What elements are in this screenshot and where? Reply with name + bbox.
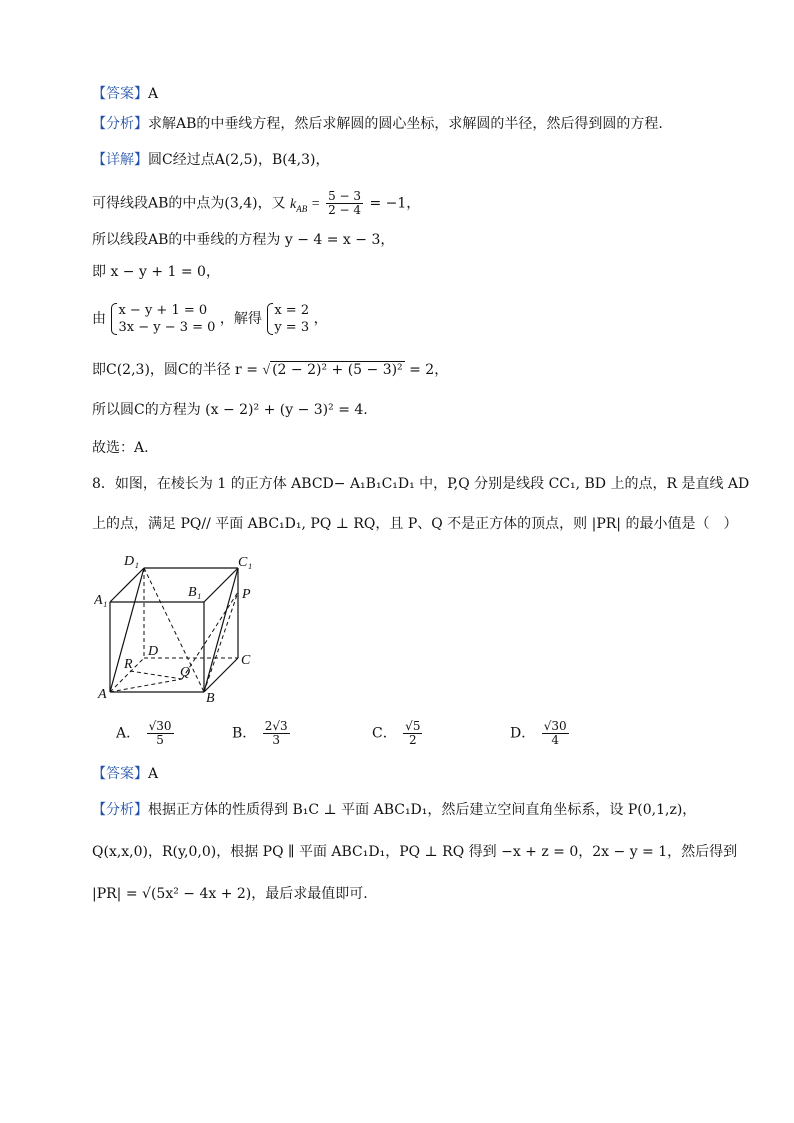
detail-line-7: 所以圆C的方程为 (x − 2)² + (y − 3)² = 4.: [92, 402, 368, 418]
question-8-line-2: 上的点，满足 PQ// 平面 ABC₁D₁, PQ ⊥ RQ，且 P、Q 不是正方体的顶点，则 |PR| 的最小值是（ ）: [92, 516, 738, 532]
question-8-line-1: 8．如图，在棱长为 1 的正方体 ABCD− A₁B₁C₁D₁ 中，P,Q 分别是线段 CC₁, BD 上的点，R 是直线 AD: [92, 476, 750, 492]
analysis-text: 求解AB的中垂线方程，然后求解圆的圆心坐标，求解圆的半径，然后得到圆的方程.: [148, 116, 663, 132]
detail-line-5: 由 x − y + 1 = 0 3x − y − 3 = 0 ，解得 x = 2 y = 3 ，: [92, 303, 328, 335]
option-a: A． $\frac{√30}{5}$: [116, 719, 172, 747]
label-B: B: [206, 691, 215, 706]
detail-text: 圆C经过点A(2,5)，B(4,3)，: [148, 152, 330, 168]
detail-line-4: 即 x − y + 1 = 0，: [92, 264, 220, 280]
answer-value: A: [148, 86, 159, 102]
label-C1: C₁: [238, 555, 253, 570]
detail-line-2: 可得线段AB的中点为(3,4)，又 $k_{AB}$ = $\frac{5 - 3}{2 - 4}$ = −1，: [92, 189, 421, 217]
equation-system-1: x − y + 1 = 0 3x − y − 3 = 0: [110, 302, 215, 336]
label-B1: B₁: [188, 585, 202, 600]
analysis-line-7: [92, 114, 663, 134]
radius-radicand: (2 − 2)² + (5 − 3)²: [272, 362, 403, 378]
answer-tag-8: 【答案】: [92, 766, 148, 782]
detail-line-8: 故选：A.: [92, 440, 149, 456]
cube-figure: [94, 552, 274, 708]
detail-line-6: 即C(2,3)，圆C的半径 r = √ (2 − 2)² + (5 − 3)² = 2，: [92, 362, 449, 378]
analysis-line-8-3: |PR| = √(5x² − 4x + 2)，最后求最值即可.: [92, 886, 368, 902]
analysis-tag-8: 【分析】: [92, 802, 148, 818]
option-d: D． $\frac{√30}{4}$: [510, 719, 567, 747]
analysis-tag: 【分析】: [92, 116, 148, 132]
label-Q: Q: [180, 665, 191, 680]
option-b: B． $\frac{2√3}{3}$: [232, 719, 288, 747]
midpoint-text: 可得线段AB的中点为(3,4)，又: [92, 195, 286, 212]
label-D: D: [148, 644, 159, 659]
slope-result: = −1，: [369, 195, 421, 212]
label-R: R: [124, 657, 133, 672]
option-c: C． $\frac{√5}{2}$: [372, 719, 421, 747]
equation-system-2: x = 2 y = 3: [266, 302, 309, 336]
detail-line-3: 所以线段AB的中垂线的方程为 y − 4 = x − 3，: [92, 232, 395, 248]
answer-line-8: [92, 764, 158, 784]
answer-tag: 【答案】: [92, 86, 148, 102]
label-A: A: [98, 687, 107, 702]
label-C: C: [241, 653, 251, 668]
label-P: P: [242, 587, 251, 602]
label-D1: D₁: [124, 554, 139, 569]
answer-value-8: A: [148, 766, 159, 782]
detail-line-1: [92, 150, 330, 170]
slope-symbol: $k_{AB}$: [290, 196, 308, 214]
label-A1: A₁: [94, 593, 108, 608]
slope-fraction: $\frac{5 - 3}{2 - 4}$: [328, 189, 362, 217]
analysis-line-8-2: Q(x,x,0)，R(y,0,0)，根据 PQ ∥ 平面 ABC₁D₁，PQ ⊥ RQ 得到 −x + z = 0，2x − y = 1，然后得到: [92, 844, 738, 860]
detail-tag: 【详解】: [92, 152, 148, 168]
answer-line-7: [92, 84, 158, 104]
analysis-line-8-1: 【分析】根据正方体的性质得到 B₁C ⊥ 平面 ABC₁D₁，然后建立空间直角坐标系，设 P(0,1,z)，: [92, 802, 697, 818]
